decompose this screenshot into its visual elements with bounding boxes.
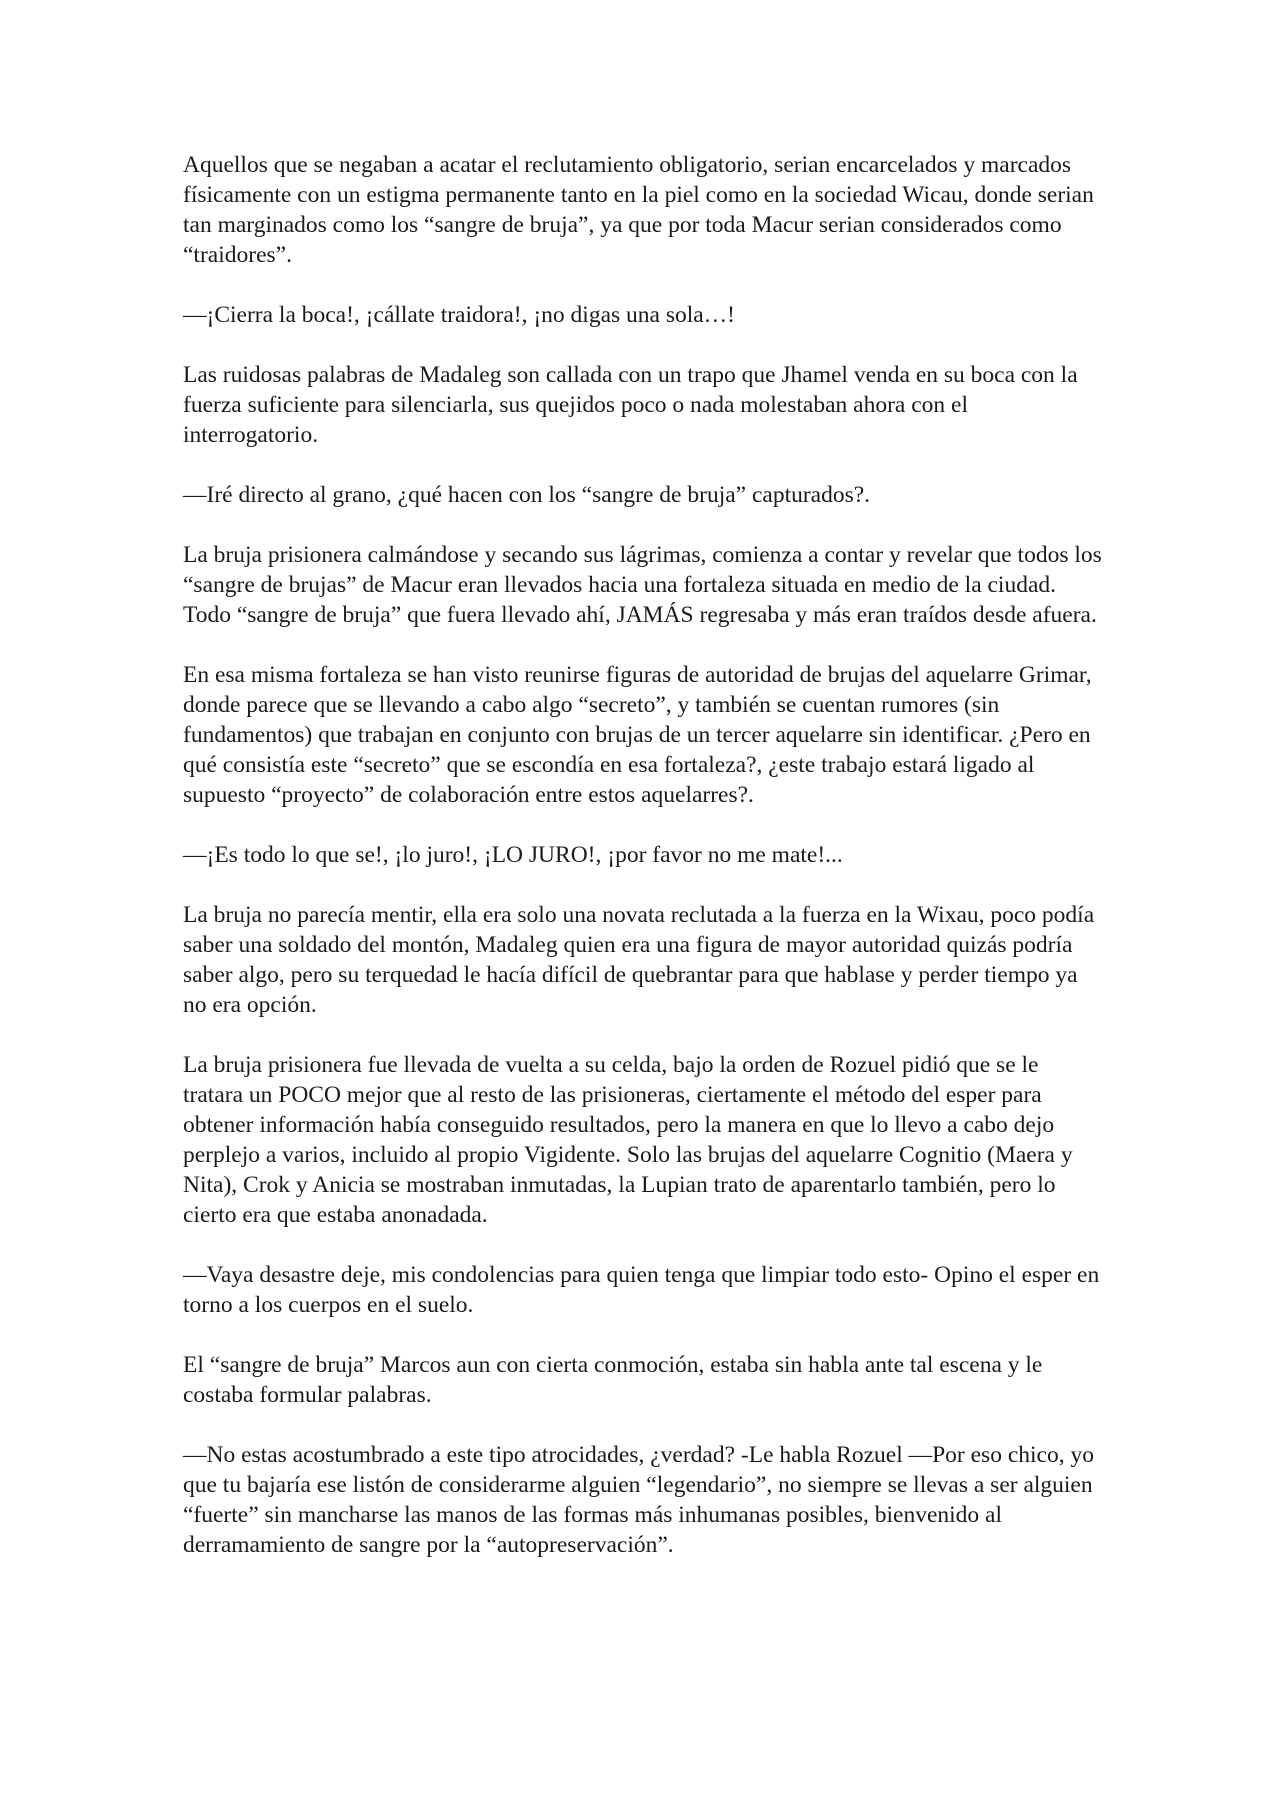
paragraph-fortress-revelation: La bruja prisionera calmándose y secando sus lágrimas, comienza a contar y revelar que todos los “sangre de brujas” de Macur eran llevados hacia una fortaleza situada en medio de la ciudad. Todo “sangre de bruja” que fuera llevado ahí, JAMÁS regresaba y más eran traídos desde afuera. bbox=[183, 542, 1102, 628]
document-body bbox=[183, 150, 1103, 1560]
paragraph-marcos-shock: El “sangre de bruja” Marcos aun con cierta conmoción, estaba sin habla ante tal escena y le costaba formular palabras. bbox=[183, 1352, 1043, 1408]
dialogue-rozuel-speech: —No estas acostumbrado a este tipo atrocidades, ¿verdad? -Le habla Rozuel —Por eso chico, yo que tu bajaría ese listón de considerarme alguien “legendario”, no siempre se llevas a ser alguien “fuerte” sin mancharse las manos de las formas más inhumanas posibles, bienvenido al derramamiento de sangre por la “autopreservación”. bbox=[183, 1442, 1094, 1558]
dialogue-esper-remark: —Vaya desastre deje, mis condolencias para quien tenga que limpiar todo esto- Opino el esper en torno a los cuerpos en el suelo. bbox=[183, 1262, 1100, 1318]
paragraph-novice-witch: La bruja no parecía mentir, ella era solo una novata reclutada a la fuerza en la Wixau, poco podía saber una soldado del montón, Madaleg quien era una figura de mayor autoridad quizás podría saber algo, pero su terquedad le hacía difícil de quebrantar para que hablase y perder tiempo ya no era opción. bbox=[183, 902, 1095, 1018]
paragraph-prisoner-returned: La bruja prisionera fue llevada de vuelta a su celda, bajo la orden de Rozuel pidió que se le tratara un POCO mejor que al resto de las prisioneras, ciertamente el método del esper para obtener información había conseguido resultados, pero la manera en que lo llevo a cabo dejo perplejo a varios, incluido al propio Vigidente. Solo las brujas del aquelarre Cognitio (Maera y Nita), Crok y Anicia se mostraban inmutadas, la Lupian trato de aparentarlo también, pero lo cierto era que estaba anonadada. bbox=[183, 1052, 1073, 1228]
paragraph-grimar-secret: En esa misma fortaleza se han visto reunirse figuras de autoridad de brujas del aquelarre Grimar, donde parece que se llevando a cabo algo “secreto”, y también se cuentan rumores (sin fundamentos) que trabajan en conjunto con brujas de un tercer aquelarre sin identificar. ¿Pero en qué consistía este “secreto” que se escondía en esa fortaleza?, ¿este trabajo estará ligado al supuesto “proyecto” de colaboración entre estos aquelarres?. bbox=[183, 662, 1092, 808]
dialogue-madaleg-outburst: —¡Cierra la boca!, ¡cállate traidora!, ¡no digas una sola…! bbox=[183, 302, 736, 328]
dialogue-prisoner-plea: —¡Es todo lo que se!, ¡lo juro!, ¡LO JURO!, ¡por favor no me mate!... bbox=[183, 842, 843, 868]
paragraph-madaleg-silenced: Las ruidosas palabras de Madaleg son callada con un trapo que Jhamel venda en su boca con la fuerza suficiente para silenciarla, sus quejidos poco o nada molestaban ahora con el interrogatorio. bbox=[183, 362, 1078, 448]
dialogue-interrogation-question: —Iré directo al grano, ¿qué hacen con los “sangre de bruja” capturados?. bbox=[183, 482, 871, 508]
paragraph-recruitment-punishment: Aquellos que se negaban a acatar el reclutamiento obligatorio, serian encarcelados y marcados físicamente con un estigma permanente tanto en la piel como en la sociedad Wicau, donde serian tan marginados como los “sangre de bruja”, ya que por toda Macur serian considerados como “traidores”. bbox=[183, 152, 1094, 268]
